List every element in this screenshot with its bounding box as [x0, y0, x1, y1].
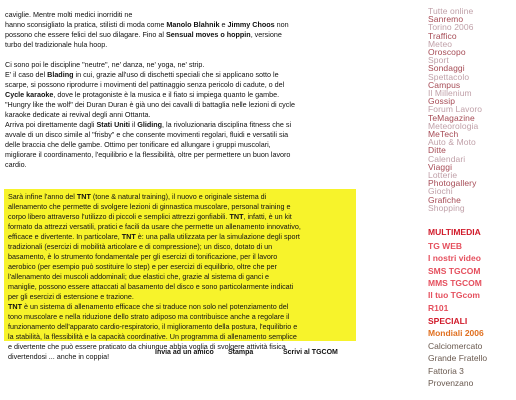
text-line: maniglie, possono essere attaccati al basamento del disco e sono particolarmente indicati: [8, 282, 294, 291]
sidebar-channel-link[interactable]: Shopping: [428, 202, 465, 213]
sidebar-channel-link[interactable]: Meteorologia: [428, 120, 479, 131]
text-line: hanno sconsigliato la pratica, stilisti di moda come Manolo Blahnik e Jimmy Choos non: [5, 20, 289, 29]
article-body: [5, 10, 357, 170]
sidebar-channel-link[interactable]: Sanremo: [428, 14, 464, 25]
text-line: allenamento che permette di svolgere lezioni di ginnastica muscolare, personal training e: [8, 202, 291, 211]
article-intro: [5, 10, 357, 50]
sidebar-channel-link[interactable]: Campus: [428, 79, 461, 90]
text-line: tradizionali (esercizi di mobilità articolare e di compressione); un disco, dotato di un: [8, 242, 273, 251]
sidebar-channel-link[interactable]: Sondaggi: [428, 63, 465, 74]
text-line: karaoke dedicate ai revival degli anni Ottanta.: [5, 110, 151, 119]
text-line: per gli esercizi di estensione e trazione.: [8, 292, 134, 301]
sidebar-channel-link[interactable]: Torino 2006: [428, 22, 474, 33]
multimedia-link[interactable]: SMS TGCOM: [428, 265, 481, 276]
text-line: "Hungry like the wolf" dei Duran Duran è già uno dei cavalli di battaglia nelle lezioni di cycle: [5, 100, 295, 109]
sidebar-channel-link[interactable]: Traffico: [428, 30, 457, 41]
sidebar-channel-link[interactable]: Grafiche: [428, 194, 461, 205]
text-line: TNT è un sistema di allenamento efficace che si traduce non solo nel potenziamento del: [8, 302, 289, 311]
text-line: delle braccia che delle gambe. Ottimo per tonificare ed allungare i gruppi muscolari,: [5, 140, 271, 149]
text-line: divertendosi ... anche in coppia!: [8, 352, 110, 361]
text-line: basamento, è lo strumento fondamentale per gli esercizi di tonificazione, per il lavoro: [8, 252, 278, 261]
text-line: aerobico (per esempio può sostituire lo step) e per esercizi di equilibrio, oltre che per: [8, 262, 277, 271]
sidebar-channel-link[interactable]: Sport: [428, 55, 449, 66]
text-line: cardio.: [5, 160, 27, 169]
text-line: la stabilità, la flessibilità e la capacità coordinative. Un programma di allenamento semplice: [8, 332, 297, 341]
multimedia-link[interactable]: TG WEB: [428, 241, 462, 251]
text-line: possono che essere felici del suo dilagare. Fino al Sensual moves o hoppin, versione: [5, 30, 282, 39]
text-line: funzionamento dell'apparato cardio-respiratorio, il miglioramento della postura, l'equilibrio e: [8, 322, 298, 331]
text-line: l'allenamento dei muscoli addominali; due elastici che, grazie al sistema di ganci e: [8, 272, 270, 281]
multimedia-link[interactable]: R101: [428, 302, 449, 313]
sidebar-channel-link[interactable]: Lotterie: [428, 170, 458, 180]
sidebar-channel-link[interactable]: Gossip: [428, 96, 456, 107]
write-tgcom-link[interactable]: Scrivi al TGCOM: [283, 349, 338, 356]
multimedia-heading: MULTIMEDIA: [428, 227, 481, 237]
text-line: caviglie. Mentre molti medici inorriditi ne: [5, 10, 133, 19]
text-line: efficace e divertente. In particolare, TNT è: una palla utilizzata per la simulazione degli sport: [8, 232, 300, 241]
sidebar-channel-link[interactable]: MeTech: [428, 129, 459, 139]
speciali-link[interactable]: Fattoria 3: [428, 365, 464, 376]
text-line: e divertente che può essere praticato da chiunque abbia voglia di svolgere attività fisica: [8, 342, 286, 351]
text-line: tono muscolare e nella riduzione dello strato adiposo ma contribuisce anche a regolare il: [8, 312, 290, 321]
multimedia-link[interactable]: MMS TGCOM: [428, 277, 482, 288]
sidebar-channel-link[interactable]: Ditte: [428, 145, 446, 156]
sidebar-channel-link[interactable]: TeMagazine: [428, 112, 475, 123]
sidebar-channel-link[interactable]: Forum Lavoro: [428, 104, 483, 115]
sidebar-channel-link[interactable]: Giochi: [428, 186, 453, 197]
speciali-link[interactable]: Grande Fratello: [428, 353, 488, 363]
text-line: turbo del tradizionale hula hoop.: [5, 40, 108, 49]
sidebar-channel-link[interactable]: Tutte online: [428, 6, 474, 16]
sidebar-channel-link[interactable]: Viaggi: [428, 161, 453, 172]
text-line: scarpe, si possono riprodurre i movimenti del pattinaggio senza pericolo di cadute, o del: [5, 80, 285, 89]
text-line: Ci sono poi le discipline "neutre", ne' danza, ne' yoga, ne' strip.: [5, 60, 205, 69]
print-link[interactable]: Stampa: [228, 349, 254, 356]
speciali-link[interactable]: Provenzano: [428, 378, 474, 388]
sidebar-channel-link[interactable]: Oroscopo: [428, 47, 466, 57]
sidebar-channel-link[interactable]: Photogallery: [428, 178, 477, 189]
speciali-link[interactable]: Calciomercato: [428, 340, 483, 351]
sidebar-channel-link[interactable]: Il Millenium: [428, 88, 472, 98]
sidebar-channel-link[interactable]: Calendari: [428, 153, 466, 164]
speciali-heading: SPECIALI: [428, 316, 468, 326]
text-line: migliorare il coordinamento, l'equilibrio e la flessibilità, oltre per permettere un buon lavoro: [5, 150, 291, 159]
multimedia-link[interactable]: Il tuo TGcom: [428, 290, 480, 301]
sidebar-channel-link[interactable]: Meteo: [428, 38, 453, 49]
text-line: Sarà infine l'anno del TNT (tone & natural training), il nuovo e originale sistema di: [8, 192, 267, 201]
text-line: corpo libero attraverso l'utilizzo di piccoli e semplici attrezzi gonfiabili. TNT, infatti, è un kit: [8, 212, 292, 221]
text-line: avvale di un disco simile al "frisby" e che consente movimenti regolari, fluidi e versatili sia: [5, 130, 289, 139]
article-middle: [5, 60, 357, 170]
tnt-text: [8, 192, 352, 362]
send-to-friend-link[interactable]: Invia ad un amico: [155, 349, 214, 356]
right-sidebar: [428, 0, 516, 400]
speciali-link[interactable]: Mondiali 2006: [428, 328, 484, 338]
sidebar-channel-link[interactable]: Spettacolo: [428, 71, 470, 82]
text-line: Cycle karaoke, dove le protagoniste è la musica e il fiato si impiega quanto le gambe.: [5, 90, 280, 99]
sidebar-channel-link[interactable]: Auto & Moto: [428, 137, 476, 148]
text-line: formato da attrezzi versatili, pratici e facili da usare che permette un allenamento innovativo,: [8, 222, 301, 231]
text-line: Arriva poi direttamente dagli Stati Uniti il Gliding, la rivoluzionaria disciplina fitness che si: [5, 120, 292, 129]
text-line: E' il caso del Blading in cui, grazie all'uso di dischetti speciali che si applicano sotto le: [5, 70, 279, 79]
multimedia-link[interactable]: I nostri video: [428, 253, 481, 264]
